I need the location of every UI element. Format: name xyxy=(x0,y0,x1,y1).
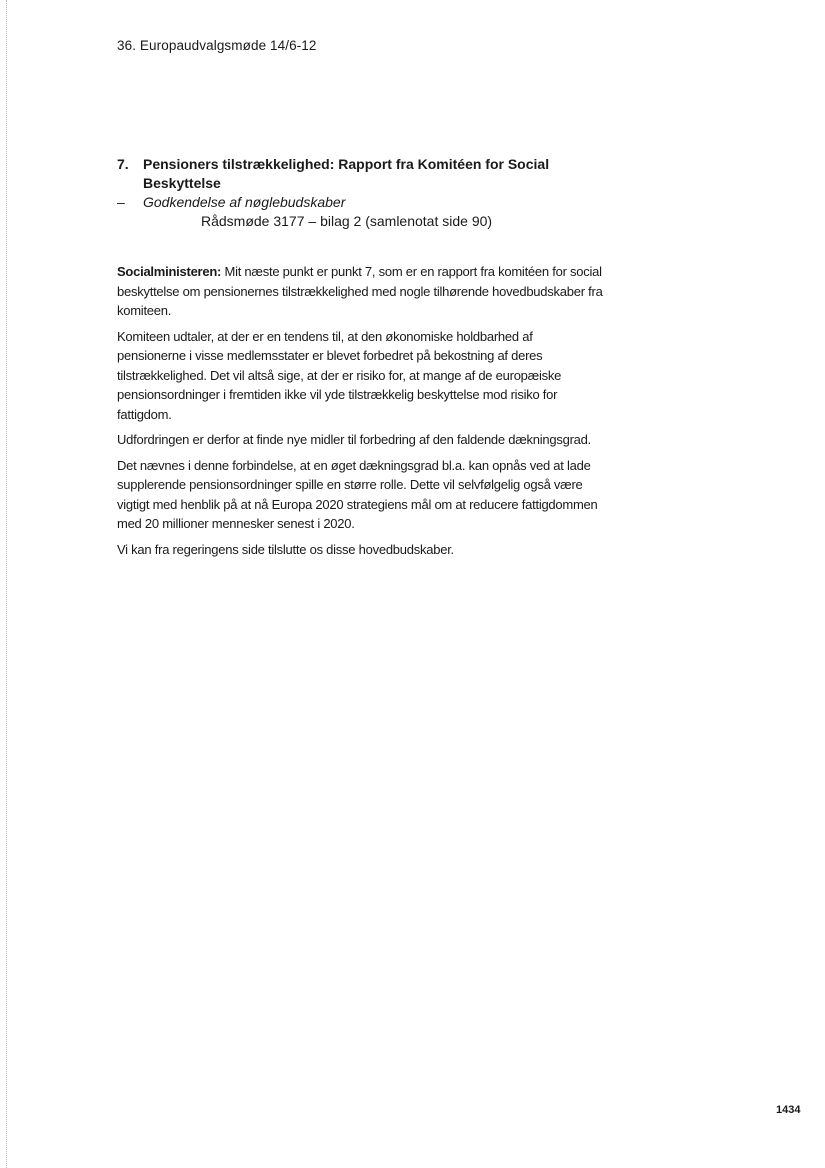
scan-edge-line xyxy=(6,0,7,1168)
agenda-item-number: 7. xyxy=(117,156,129,172)
paragraph: Komiteen udtaler, at der er en tendens til, at den økonomiske holdbarhed af pensionerne i visse medlemsstater er blevet forbedret på bekostning af deres tilstrækkelighed. Det vil altså sige, at der er risiko for, at mange af de europæiske pensionsordninger i fremtiden ikke vil yde tilstrækkelig beskyttelse mod risiko for fattigdom. xyxy=(117,328,562,422)
agenda-item xyxy=(117,155,617,231)
subtitle-dash: – xyxy=(117,194,125,210)
minutes-body xyxy=(117,262,603,565)
paragraph-text: Mit næste punkt er punkt 7, som er en rapport fra komitéen for social beskyttelse om pensionernes tilstrækkelighed med nogle tilhørende hovedbudskaber fra komiteen. xyxy=(117,264,603,318)
paragraph: Udfordringen er derfor at finde nye midler til forbedring af den faldende dækningsgrad. xyxy=(117,432,591,447)
document-header: 36. Europaudvalgsmøde 14/6-12 xyxy=(117,38,317,53)
paragraph xyxy=(117,262,603,321)
paragraph: Det nævnes i denne forbindelse, at en øget dækningsgrad bl.a. kan opnås ved at lade supplerende pensionsordninger spille en større rolle. Dette vil selvfølgelig også være vigtigt med henblik på at nå Europa 2020 strategiens mål om at reducere fattigdommen med 20 millioner mennesker senest i 2020. xyxy=(117,457,598,531)
speaker-label: Socialministeren: xyxy=(117,264,222,279)
agenda-item-subtitle-row xyxy=(117,193,617,212)
agenda-item-reference: Rådsmøde 3177 – bilag 2 (samlenotat side 90) xyxy=(201,213,493,229)
agenda-item-heading xyxy=(117,155,617,193)
agenda-item-subtitle: Godkendelse af nøglebudskaber xyxy=(143,194,346,210)
paragraph: Vi kan fra regeringens side tilslutte os disse hovedbudskaber. xyxy=(117,541,454,557)
agenda-item-title: Pensioners tilstrækkelighed: Rapport fra Komitéen for Social Beskyttelse xyxy=(143,156,550,191)
page-number: 1434 xyxy=(776,1104,801,1116)
